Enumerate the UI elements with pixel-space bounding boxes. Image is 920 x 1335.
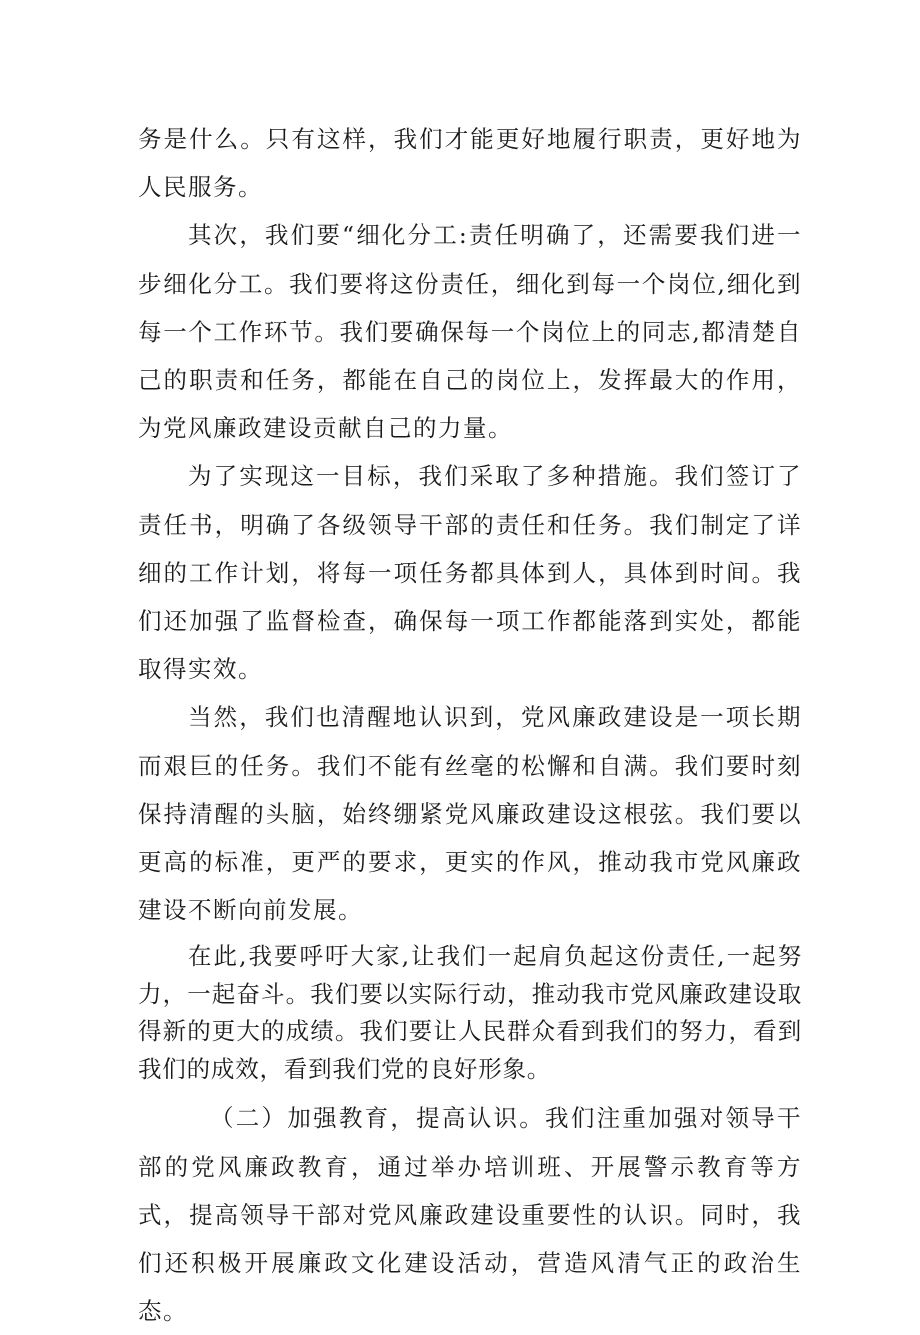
paragraph-measures: 为了实现这一目标，我们采取了多种措施。我们签订了责任书，明确了各级领导干部的责任和任务。我们制定了详细的工作计划，将每一项任务都具体到人，具体到时间。我们还加强了监督检查，确保每一项工作都能落到实处，都能取得实效。 — [138, 462, 802, 684]
paragraph-appeal: 在此,我要呼吁大家,让我们一起肩负起这份责任,一起努力，一起奋斗。我们要以实际行动，推动我市党风廉政建设取得新的更大的成绩。我们要让人民群众看到我们的努力，看到我们的成效，看到我们党的良好形象。 — [138, 942, 802, 1083]
paragraph-continuation: 务是什么。只有这样，我们才能更好地履行职责，更好地为人民服务。 — [138, 125, 802, 202]
paragraph-long-term-task: 当然，我们也清醒地认识到，党风廉政建设是一项长期而艰巨的任务。我们不能有丝毫的松懈和自满。我们要时刻保持清醒的头脑，始终绷紧党风廉政建设这根弦。我们要以更高的标准，更严的要求，更实的作风，推动我市党风廉政建设不断向前发展。 — [138, 703, 802, 925]
paragraph-refine-division: 其次，我们要“细化分工:责任明确了，还需要我们进一步细化分工。我们要将这份责任，细化到每一个岗位,细化到每一个工作环节。我们要确保每一个岗位上的同志,都清楚自己的职责和任务，都能在自己的岗位上，发挥最大的作用，为党风廉政建设贡献自己的力量。 — [138, 221, 802, 443]
document-body — [138, 115, 802, 1335]
paragraph-education-section: （二）加强教育，提高认识。我们注重加强对领导干部的党风廉政教育，通过举办培训班、开展警示教育等方式，提高领导干部对党风廉政建设重要性的认识。同时，我们还积极开展廉政文化建设活动，营造风清气正的政治生态。 — [138, 1104, 802, 1326]
